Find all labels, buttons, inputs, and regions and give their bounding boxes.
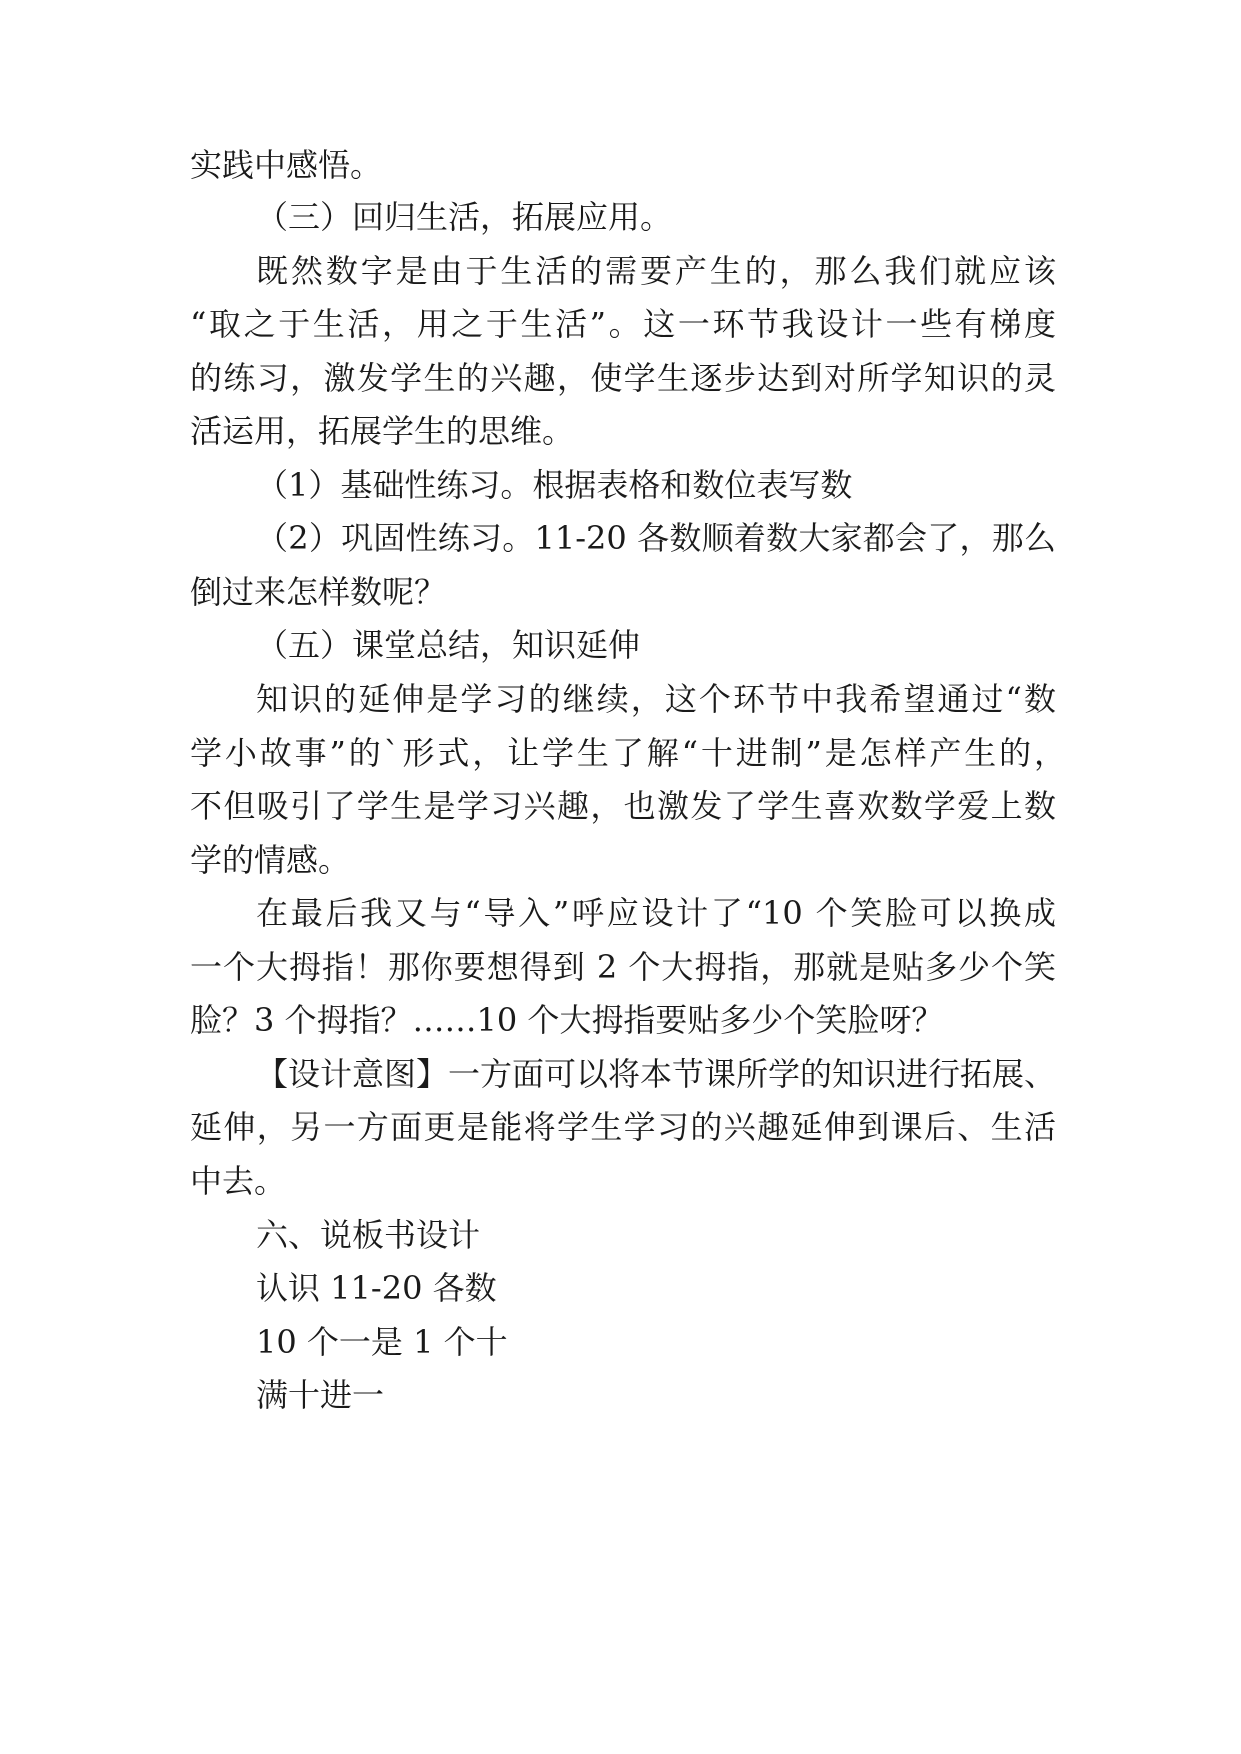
section-heading: 六、说板书设计 — [256, 1216, 481, 1254]
text-line: 实践中感悟。 — [190, 146, 383, 184]
text-line: 学的情感。 — [190, 841, 351, 879]
text-line: 既然数字是由于生活的需要产生的，那么我们就应该 — [256, 252, 1056, 290]
text-line: 脸？3 个拇指？……10 个大拇指要贴多少个笑脸呀？ — [190, 1001, 944, 1039]
section-heading: （三）回归生活，拓展应用。 — [256, 198, 673, 236]
section-heading: （五）课堂总结，知识延伸 — [256, 626, 641, 664]
text-line: “取之于生活，用之于生活”。这一环节我设计一些有梯度 — [190, 305, 1056, 343]
text-line: 不但吸引了学生是学习兴趣，也激发了学生喜欢数学爱上数 — [190, 787, 1056, 825]
text-line: （1）基础性练习。根据表格和数位表写数 — [256, 466, 853, 504]
text-line: 活运用，拓展学生的思维。 — [190, 412, 575, 450]
board-line: 认识 11-20 各数 — [256, 1269, 497, 1307]
text-line: 知识的延伸是学习的继续，这个环节中我希望通过“数 — [256, 680, 1056, 718]
text-line: 延伸，另一方面更是能将学生学习的兴趣延伸到课后、生活 — [190, 1108, 1056, 1146]
text-line: 倒过来怎样数呢？ — [190, 573, 447, 611]
text-line: 一个大拇指！那你要想得到 2 个大拇指，那就是贴多少个笑 — [190, 948, 1056, 986]
board-line: 满十进一 — [256, 1376, 385, 1414]
text-line: （2）巩固性练习。11-20 各数顺着数大家都会了，那么 — [256, 519, 1056, 557]
text-line: 的练习，激发学生的兴趣，使学生逐步达到对所学知识的灵 — [190, 359, 1056, 397]
text-line: 中去。 — [190, 1162, 287, 1200]
text-line: 【设计意图】一方面可以将本节课所学的知识进行拓展、 — [256, 1055, 1057, 1093]
text-line: 在最后我又与“导入”呼应设计了“10 个笑脸可以换成 — [256, 894, 1056, 932]
text-line: 学小故事”的`形式，让学生了解“十进制”是怎样产生的， — [190, 734, 1066, 772]
board-line: 10 个一是 1 个十 — [256, 1323, 508, 1361]
